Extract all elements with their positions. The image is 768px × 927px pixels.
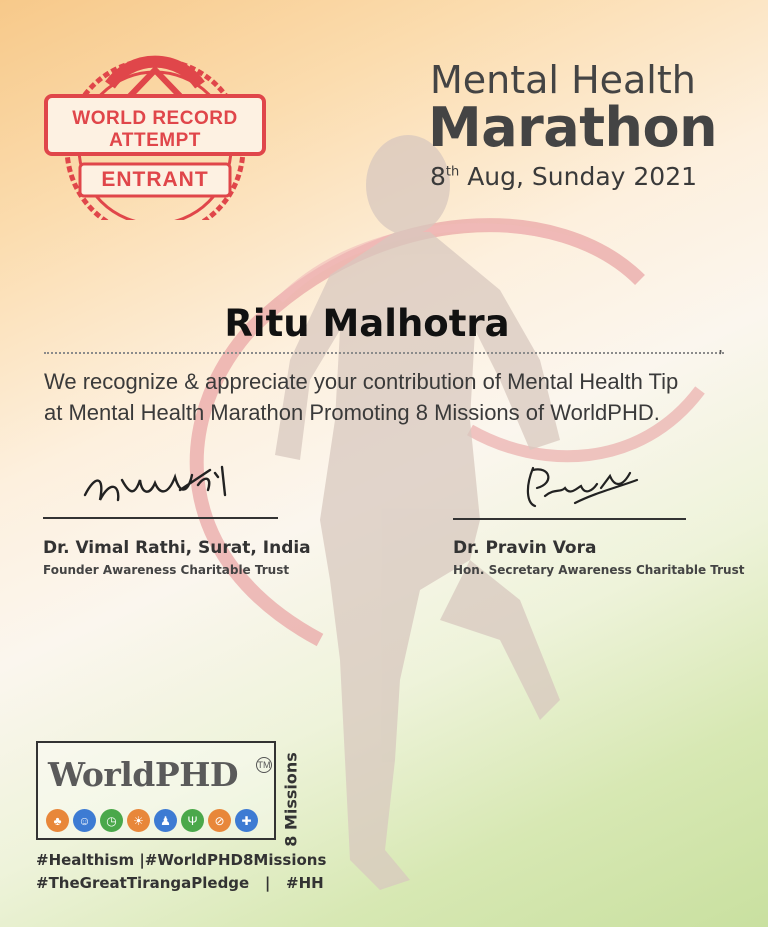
signature-1-line [43, 517, 278, 519]
date-suffix: th [445, 164, 460, 180]
recognition-text [44, 366, 744, 428]
worldphd-logo [36, 741, 276, 840]
dotted-name-line [44, 330, 724, 354]
event-title-line-1: Mental Health [430, 58, 696, 102]
stamp-line-2: ATTEMPT [109, 130, 201, 151]
signatory-1-name: Dr. Vimal Rathi, Surat, India [43, 538, 311, 558]
mission-icons-row [46, 809, 258, 832]
stamp-line-1: WORLD RECORD [72, 108, 238, 129]
sun-icon: ☀ [127, 809, 150, 832]
tree-icon: ♣ [46, 809, 69, 832]
signatory-2-name: Dr. Pravin Vora [453, 538, 597, 558]
signatory-1-title: Founder Awareness Charitable Trust [43, 563, 290, 577]
signature-2-line [453, 518, 686, 520]
date-rest: Aug, Sunday 2021 [459, 162, 698, 191]
logo-wordmark: WorldPHD [48, 755, 238, 794]
signatory-2-title: Hon. Secretary Awareness Charitable Trust [453, 563, 745, 577]
signature-1-icon [80, 455, 240, 515]
recipient-name: Ritu Malhotra [224, 302, 510, 345]
signature-2-icon [515, 458, 645, 513]
clock-icon: ◷ [100, 809, 123, 832]
trademark-icon: TM [256, 757, 272, 773]
date-day: 8 [430, 162, 446, 191]
event-title-line-2: Marathon [428, 96, 718, 159]
stamp-line-3: ENTRANT [101, 168, 209, 191]
recognition-line-2: at Mental Health Marathon Promoting 8 Missions of WorldPHD. [44, 400, 660, 425]
medicine-icon: ✚ [235, 809, 258, 832]
recognition-line-1: We recognize & appreciate your contribution of Mental Health Tip [44, 369, 679, 394]
dotted-line-comma: , [718, 336, 724, 356]
yoga-icon: ☺ [73, 809, 96, 832]
hashtags-line-1: #Healthism |#WorldPHD8Missions [36, 851, 327, 869]
world-record-stamp [40, 30, 270, 220]
food-icon: Ψ [181, 809, 204, 832]
missions-label: 8 Missions [281, 752, 301, 847]
family-icon: ♟ [154, 809, 177, 832]
hashtags-line-2: #TheGreatTirangaPledge | #HH [36, 874, 324, 892]
event-date [430, 162, 697, 191]
no-smoking-icon: ⊘ [208, 809, 231, 832]
